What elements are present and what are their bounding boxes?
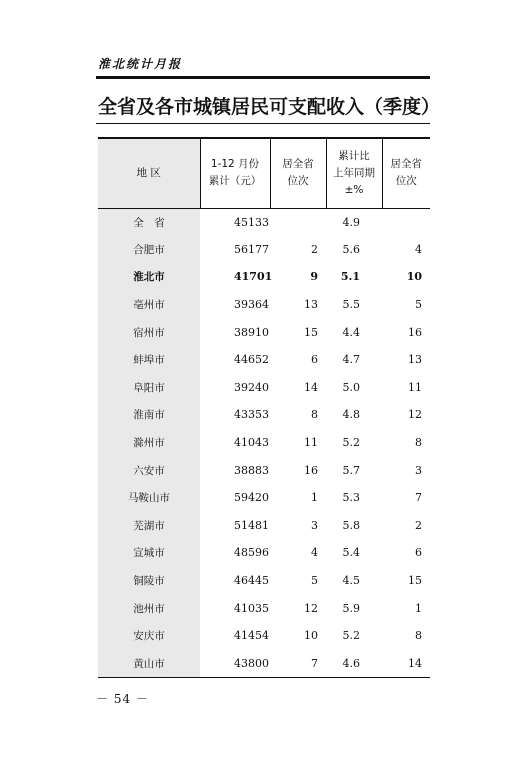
cell-growth: 5.6	[342, 242, 360, 256]
cell-growth: 4.4	[342, 325, 360, 339]
cell-growth-rank	[382, 208, 430, 236]
table-row	[98, 622, 430, 650]
cell-income: 43800	[200, 650, 270, 678]
cell-income: 39240	[234, 380, 269, 394]
table-row	[98, 374, 430, 402]
cell-region: 芜湖市	[98, 512, 200, 540]
cell-income-rank: 4	[311, 546, 318, 560]
cell-income-rank: 10	[304, 629, 318, 643]
cell-growth-rank: 15	[408, 574, 422, 588]
table-row	[98, 512, 430, 540]
cell-income-rank: 8	[311, 408, 318, 422]
column-header-income-line2: 累计（元）	[208, 175, 262, 188]
table-row	[98, 346, 430, 374]
cell-growth-rank: 5	[415, 298, 422, 312]
cell-income: 45133	[234, 215, 269, 229]
cell-income-rank: 14	[304, 380, 318, 394]
cell-growth-rank: 11	[408, 380, 422, 394]
income-table-container	[98, 137, 430, 678]
cell-income-rank	[270, 208, 326, 236]
table-row	[98, 318, 430, 346]
cell-region: 滁州市	[98, 429, 200, 457]
table-row	[98, 401, 430, 429]
column-header-growth	[326, 138, 382, 208]
cell-growth: 5.8	[342, 518, 360, 532]
cell-region: 淮南市	[98, 401, 200, 429]
cell-growth: 4.9	[342, 215, 360, 229]
cell-income: 38910	[234, 325, 269, 339]
cell-income-rank: 5	[311, 574, 318, 588]
cell-growth-rank: 12	[408, 408, 422, 422]
cell-growth: 5.5	[342, 298, 360, 312]
table-row	[98, 539, 430, 567]
cell-growth-rank: 3	[415, 463, 422, 477]
column-header-income-rank	[270, 138, 326, 208]
column-header-income-rank-line2: 位次	[287, 175, 309, 188]
cell-growth: 5.0	[342, 380, 360, 394]
cell-growth: 4.5	[342, 574, 360, 588]
column-header-income-rank-line1: 居全省	[282, 158, 314, 171]
cell-income: 46445	[234, 574, 269, 588]
cell-growth: 4.8	[342, 408, 360, 422]
cell-income: 41701	[234, 270, 273, 284]
cell-growth-rank: 4	[415, 242, 422, 256]
page-title: 全省及各市城镇居民可支配收入（季度）	[98, 96, 441, 118]
cell-growth-rank: 16	[408, 325, 422, 339]
cell-income: 41043	[234, 436, 269, 450]
publication-header: 淮北统计月报	[98, 57, 183, 71]
cell-growth-rank: 8	[415, 436, 422, 450]
cell-growth-rank: 2	[415, 518, 422, 532]
cell-region: 马鞍山市	[98, 484, 200, 512]
cell-region: 亳州市	[98, 291, 200, 319]
cell-income-rank: 7	[270, 650, 326, 678]
cell-region: 淮北市	[98, 263, 200, 291]
table-header-row	[98, 138, 430, 208]
cell-growth: 5.2	[342, 436, 360, 450]
cell-income: 39364	[234, 298, 269, 312]
column-header-region-label: 地 区	[136, 166, 161, 179]
cell-growth-rank: 10	[406, 270, 422, 284]
cell-growth: 5.3	[342, 491, 360, 505]
cell-income: 41035	[234, 601, 269, 615]
column-header-income-line1: 1-12 月份	[210, 158, 260, 171]
cell-region: 宣城市	[98, 539, 200, 567]
table-row	[98, 429, 430, 457]
column-header-growth-line2: 上年同期	[333, 166, 375, 179]
cell-income-rank: 2	[311, 242, 318, 256]
table-row-highlighted	[98, 263, 430, 291]
cell-region: 全 省	[98, 208, 200, 236]
column-header-growth-line1: 累计比	[338, 149, 370, 162]
cell-growth-rank: 6	[415, 546, 422, 560]
cell-growth: 5.4	[342, 546, 360, 560]
cell-growth-rank: 7	[415, 491, 422, 505]
table-row	[98, 567, 430, 595]
table-row	[98, 650, 430, 678]
cell-growth: 4.6	[326, 650, 382, 678]
cell-region: 宿州市	[98, 318, 200, 346]
cell-growth-rank: 13	[408, 353, 422, 367]
table-body	[98, 208, 430, 677]
page-number: － 54 －	[96, 692, 149, 706]
column-header-income	[200, 138, 270, 208]
column-header-growth-rank-line2: 位次	[395, 175, 417, 188]
cell-income-rank: 12	[304, 601, 318, 615]
cell-income-rank: 16	[304, 463, 318, 477]
cell-income: 51481	[234, 518, 269, 532]
table-row	[98, 208, 430, 236]
cell-income-rank: 9	[310, 270, 318, 284]
cell-region: 六安市	[98, 456, 200, 484]
cell-income: 38883	[234, 463, 269, 477]
cell-growth: 5.7	[342, 463, 360, 477]
cell-region: 安庆市	[98, 622, 200, 650]
cell-growth-rank: 8	[415, 629, 422, 643]
cell-growth-rank: 1	[415, 601, 422, 615]
cell-growth: 5.1	[340, 270, 360, 284]
cell-region: 池州市	[98, 594, 200, 622]
cell-region: 铜陵市	[98, 567, 200, 595]
cell-region: 阜阳市	[98, 374, 200, 402]
table-row	[98, 456, 430, 484]
cell-income: 44652	[234, 353, 269, 367]
cell-region: 蚌埠市	[98, 346, 200, 374]
column-header-region	[98, 138, 200, 208]
cell-income-rank: 15	[304, 325, 318, 339]
column-header-growth-rank	[382, 138, 430, 208]
title-rule	[96, 123, 430, 124]
cell-income: 41454	[234, 629, 269, 643]
cell-region: 黄山市	[98, 650, 200, 678]
cell-income: 48596	[234, 546, 269, 560]
table-row	[98, 236, 430, 264]
cell-growth: 5.9	[342, 601, 360, 615]
cell-income: 43353	[234, 408, 269, 422]
column-header-growth-line3: ±%	[344, 183, 364, 196]
income-table	[98, 137, 430, 678]
cell-income-rank: 13	[304, 298, 318, 312]
header-rule	[96, 76, 430, 79]
column-header-growth-rank-line1: 居全省	[390, 158, 422, 171]
cell-growth: 4.7	[342, 353, 360, 367]
cell-growth-rank: 14	[382, 650, 430, 678]
cell-income-rank: 1	[311, 491, 318, 505]
cell-income-rank: 3	[311, 518, 318, 532]
table-row	[98, 291, 430, 319]
cell-income-rank: 11	[304, 436, 318, 450]
cell-income: 56177	[234, 242, 269, 256]
table-row	[98, 594, 430, 622]
cell-region: 合肥市	[98, 236, 200, 264]
cell-growth: 5.2	[342, 629, 360, 643]
cell-income: 59420	[234, 491, 269, 505]
table-row	[98, 484, 430, 512]
cell-income-rank: 6	[311, 353, 318, 367]
